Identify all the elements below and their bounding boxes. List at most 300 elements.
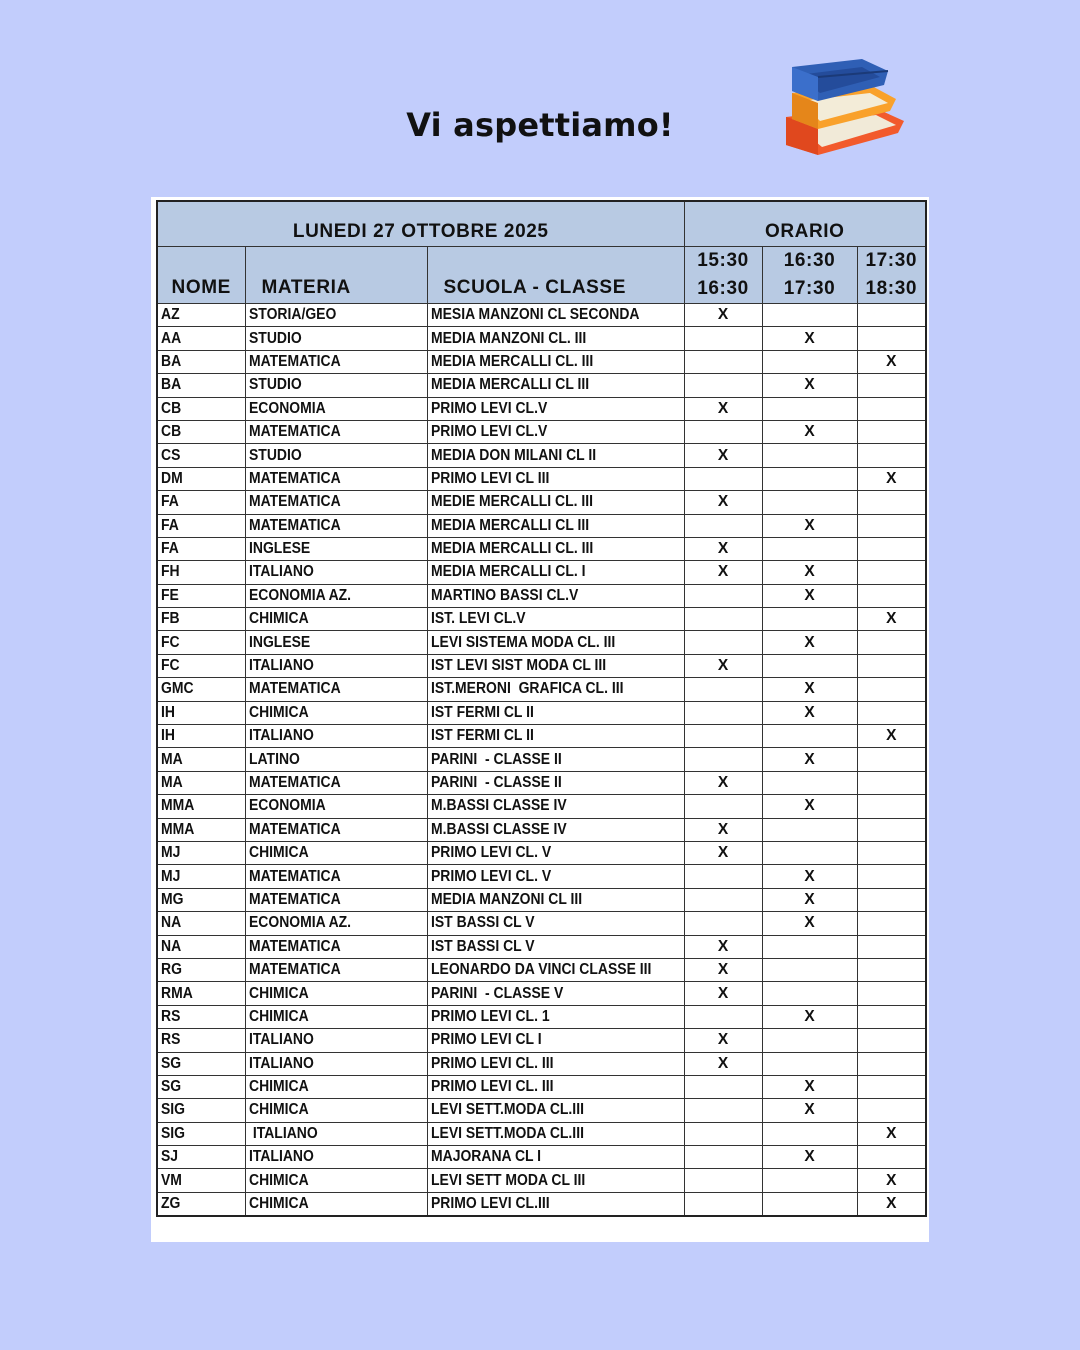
cell-materia bbox=[245, 444, 427, 467]
cell-nome bbox=[157, 1075, 245, 1098]
slot-2-mark: X bbox=[762, 514, 857, 537]
cell-scuola bbox=[427, 654, 684, 677]
cell-nome bbox=[157, 1169, 245, 1192]
slot-2-mark bbox=[762, 1052, 857, 1075]
cell-scuola-text: MAJORANA CL I bbox=[430, 1148, 541, 1166]
cell-nome bbox=[157, 467, 245, 490]
cell-nome-text: FE bbox=[161, 586, 179, 604]
cell-scuola-text: LEVI SISTEMA MODA CL. III bbox=[430, 633, 615, 651]
slot-1-end: 16:30 bbox=[684, 275, 762, 304]
cell-materia-text: CHIMICA bbox=[248, 1078, 309, 1096]
cell-nome bbox=[157, 304, 245, 327]
slot-3-mark: X bbox=[857, 725, 926, 748]
cell-scuola bbox=[427, 958, 684, 981]
cell-materia bbox=[245, 1052, 427, 1075]
cell-materia-text: MATEMATICA bbox=[248, 867, 341, 885]
cell-scuola-text: PRIMO LEVI CL. V bbox=[430, 867, 551, 885]
cell-nome-text: FA bbox=[161, 493, 179, 511]
cell-nome bbox=[157, 350, 245, 373]
table-row bbox=[157, 514, 926, 537]
cell-scuola bbox=[427, 725, 684, 748]
cell-nome-text: AA bbox=[161, 329, 182, 347]
cell-materia-text: MATEMATICA bbox=[248, 820, 341, 838]
cell-scuola bbox=[427, 1005, 684, 1028]
cell-nome bbox=[157, 584, 245, 607]
slot-3-start: 17:30 bbox=[857, 247, 926, 276]
slot-3-mark bbox=[857, 888, 926, 911]
slot-2-mark: X bbox=[762, 865, 857, 888]
slot-3-mark: X bbox=[857, 350, 926, 373]
orario-header: ORARIO bbox=[684, 201, 926, 247]
cell-nome-text: MJ bbox=[161, 844, 181, 862]
slot-3-mark bbox=[857, 1099, 926, 1122]
cell-materia bbox=[245, 304, 427, 327]
cell-nome bbox=[157, 958, 245, 981]
cell-materia-text: ECONOMIA AZ. bbox=[248, 914, 351, 932]
cell-materia bbox=[245, 771, 427, 794]
cell-materia-text: CHIMICA bbox=[248, 1171, 309, 1189]
cell-scuola bbox=[427, 444, 684, 467]
cell-scuola-text: MEDIE MERCALLI CL. III bbox=[430, 493, 593, 511]
cell-scuola-text: IST.MERONI GRAFICA CL. III bbox=[430, 680, 623, 698]
cell-materia bbox=[245, 467, 427, 490]
cell-nome bbox=[157, 865, 245, 888]
table-row bbox=[157, 841, 926, 864]
cell-scuola-text: PRIMO LEVI CL.V bbox=[430, 399, 547, 417]
table-row bbox=[157, 982, 926, 1005]
slot-1-mark bbox=[684, 467, 762, 490]
slot-1-mark bbox=[684, 748, 762, 771]
table-row bbox=[157, 1122, 926, 1145]
slot-3-mark bbox=[857, 514, 926, 537]
slot-3-mark bbox=[857, 818, 926, 841]
cell-nome bbox=[157, 795, 245, 818]
date-header: LUNEDI 27 OTTOBRE 2025 bbox=[157, 201, 684, 247]
cell-nome bbox=[157, 748, 245, 771]
slot-2-mark bbox=[762, 982, 857, 1005]
cell-nome bbox=[157, 1192, 245, 1216]
slot-1-mark: X bbox=[684, 1052, 762, 1075]
slot-3-mark bbox=[857, 958, 926, 981]
slot-3-mark bbox=[857, 1029, 926, 1052]
cell-scuola-text: LEVI SETT.MODA CL.III bbox=[430, 1124, 584, 1142]
cell-nome bbox=[157, 1052, 245, 1075]
cell-scuola bbox=[427, 912, 684, 935]
cell-materia bbox=[245, 420, 427, 443]
slot-2-mark: X bbox=[762, 1075, 857, 1098]
table-row bbox=[157, 888, 926, 911]
slot-2-mark: X bbox=[762, 795, 857, 818]
slot-3-mark bbox=[857, 327, 926, 350]
table-row bbox=[157, 631, 926, 654]
cell-nome bbox=[157, 420, 245, 443]
slot-2-mark bbox=[762, 818, 857, 841]
cell-materia-text: ITALIANO bbox=[248, 1054, 314, 1072]
cell-materia-text: STUDIO bbox=[248, 376, 302, 394]
cell-nome-text: MA bbox=[161, 750, 183, 768]
cell-nome bbox=[157, 1099, 245, 1122]
slot-3-mark bbox=[857, 397, 926, 420]
table-row bbox=[157, 491, 926, 514]
slot-3-mark bbox=[857, 537, 926, 560]
slot-1-mark bbox=[684, 701, 762, 724]
cell-materia bbox=[245, 1075, 427, 1098]
cell-scuola bbox=[427, 701, 684, 724]
page-title: Vi aspettiamo! bbox=[406, 106, 674, 144]
slot-3-mark bbox=[857, 841, 926, 864]
cell-nome-text: IH bbox=[161, 727, 175, 745]
cell-scuola-text: LEONARDO DA VINCI CLASSE III bbox=[430, 961, 651, 979]
slot-2-mark bbox=[762, 491, 857, 514]
cell-nome bbox=[157, 771, 245, 794]
table-row bbox=[157, 912, 926, 935]
cell-scuola bbox=[427, 748, 684, 771]
cell-materia bbox=[245, 1122, 427, 1145]
table-row bbox=[157, 467, 926, 490]
cell-materia-text: ITALIANO bbox=[248, 563, 314, 581]
cell-nome-text: FC bbox=[161, 657, 180, 675]
slot-1-mark: X bbox=[684, 397, 762, 420]
table-row bbox=[157, 818, 926, 841]
table-row bbox=[157, 304, 926, 327]
cell-nome bbox=[157, 912, 245, 935]
slot-1-mark bbox=[684, 912, 762, 935]
slot-2-mark: X bbox=[762, 327, 857, 350]
slot-1-mark: X bbox=[684, 958, 762, 981]
schedule-sheet bbox=[151, 197, 929, 1242]
cell-scuola bbox=[427, 1169, 684, 1192]
cell-scuola-text: IST BASSI CL V bbox=[430, 914, 535, 932]
slot-1-mark: X bbox=[684, 1029, 762, 1052]
slot-3-mark bbox=[857, 982, 926, 1005]
cell-materia bbox=[245, 841, 427, 864]
cell-scuola-text: MEDIA MERCALLI CL. III bbox=[430, 540, 593, 558]
slot-1-mark bbox=[684, 1192, 762, 1216]
slot-2-mark bbox=[762, 608, 857, 631]
table-row bbox=[157, 1146, 926, 1169]
slot-2-mark bbox=[762, 654, 857, 677]
cell-nome-text: NA bbox=[161, 914, 182, 932]
slot-3-mark: X bbox=[857, 1169, 926, 1192]
cell-materia bbox=[245, 654, 427, 677]
cell-nome bbox=[157, 888, 245, 911]
table-row bbox=[157, 608, 926, 631]
slot-1-mark bbox=[684, 514, 762, 537]
slot-3-mark bbox=[857, 374, 926, 397]
slot-2-mark bbox=[762, 771, 857, 794]
cell-materia bbox=[245, 561, 427, 584]
cell-scuola bbox=[427, 327, 684, 350]
cell-scuola-text: LEVI SETT.MODA CL.III bbox=[430, 1101, 584, 1119]
cell-materia bbox=[245, 514, 427, 537]
cell-materia bbox=[245, 795, 427, 818]
cell-nome bbox=[157, 631, 245, 654]
cell-nome bbox=[157, 561, 245, 584]
table-row bbox=[157, 1052, 926, 1075]
slot-1-mark bbox=[684, 631, 762, 654]
slot-2-end: 17:30 bbox=[762, 275, 857, 304]
cell-scuola bbox=[427, 491, 684, 514]
slot-1-mark bbox=[684, 1169, 762, 1192]
slot-1-mark bbox=[684, 420, 762, 443]
cell-nome-text: BA bbox=[161, 352, 182, 370]
table-row bbox=[157, 865, 926, 888]
slot-2-mark: X bbox=[762, 912, 857, 935]
cell-scuola-text: PARINI - CLASSE V bbox=[430, 984, 563, 1002]
cell-materia bbox=[245, 678, 427, 701]
slot-3-mark: X bbox=[857, 1122, 926, 1145]
slot-2-mark: X bbox=[762, 748, 857, 771]
cell-materia bbox=[245, 958, 427, 981]
slot-3-mark bbox=[857, 771, 926, 794]
table-row bbox=[157, 1099, 926, 1122]
slot-2-mark bbox=[762, 1029, 857, 1052]
cell-scuola-text: MESIA MANZONI CL SECONDA bbox=[430, 306, 639, 324]
cell-materia bbox=[245, 865, 427, 888]
cell-scuola bbox=[427, 982, 684, 1005]
cell-scuola bbox=[427, 818, 684, 841]
cell-nome bbox=[157, 841, 245, 864]
slot-1-mark bbox=[684, 1122, 762, 1145]
cell-scuola bbox=[427, 631, 684, 654]
cell-scuola bbox=[427, 1029, 684, 1052]
cell-materia bbox=[245, 608, 427, 631]
cell-nome-text: RS bbox=[161, 1007, 181, 1025]
slot-1-mark bbox=[684, 1005, 762, 1028]
cell-materia bbox=[245, 1029, 427, 1052]
cell-materia bbox=[245, 350, 427, 373]
cell-materia-text: CHIMICA bbox=[248, 984, 309, 1002]
cell-materia bbox=[245, 982, 427, 1005]
cell-nome-text: MMA bbox=[161, 820, 195, 838]
cell-scuola-text: MEDIA DON MILANI CL II bbox=[430, 446, 596, 464]
table-row bbox=[157, 678, 926, 701]
cell-nome-text: SG bbox=[161, 1054, 182, 1072]
cell-materia bbox=[245, 725, 427, 748]
slot-2-mark: X bbox=[762, 1146, 857, 1169]
cell-scuola bbox=[427, 374, 684, 397]
cell-nome-text: FB bbox=[161, 610, 180, 628]
slot-1-mark bbox=[684, 327, 762, 350]
cell-materia bbox=[245, 888, 427, 911]
cell-materia bbox=[245, 1169, 427, 1192]
cell-scuola-text: IST FERMI CL II bbox=[430, 727, 534, 745]
cell-scuola-text: M.BASSI CLASSE IV bbox=[430, 797, 567, 815]
table-row bbox=[157, 795, 926, 818]
cell-materia-text: ITALIANO bbox=[248, 1148, 314, 1166]
cell-scuola bbox=[427, 935, 684, 958]
cell-scuola-text: PRIMO LEVI CL I bbox=[430, 1031, 542, 1049]
cell-nome-text: NA bbox=[161, 937, 182, 955]
col-header-nome: NOME bbox=[157, 247, 245, 304]
cell-scuola-text: PRIMO LEVI CL.III bbox=[430, 1195, 550, 1213]
cell-scuola-text: IST BASSI CL V bbox=[430, 937, 535, 955]
cell-scuola-text: PRIMO LEVI CL. III bbox=[430, 1054, 553, 1072]
cell-materia-text: ECONOMIA bbox=[248, 399, 326, 417]
cell-materia-text: ECONOMIA AZ. bbox=[248, 586, 351, 604]
slot-3-mark bbox=[857, 631, 926, 654]
slot-3-mark bbox=[857, 561, 926, 584]
slot-3-mark bbox=[857, 584, 926, 607]
cell-scuola-text: PARINI - CLASSE II bbox=[430, 774, 562, 791]
slot-3-mark bbox=[857, 491, 926, 514]
slot-1-mark bbox=[684, 584, 762, 607]
cell-materia-text: CHIMICA bbox=[248, 703, 309, 721]
cell-scuola bbox=[427, 865, 684, 888]
cell-nome bbox=[157, 1146, 245, 1169]
cell-scuola-text: IST FERMI CL II bbox=[430, 703, 534, 721]
table-row bbox=[157, 350, 926, 373]
cell-materia-text: MATEMATICA bbox=[248, 774, 341, 791]
slot-1-mark: X bbox=[684, 771, 762, 794]
slot-1-mark: X bbox=[684, 982, 762, 1005]
cell-nome bbox=[157, 491, 245, 514]
slot-2-mark bbox=[762, 467, 857, 490]
slot-3-mark bbox=[857, 678, 926, 701]
cell-materia bbox=[245, 1146, 427, 1169]
cell-scuola bbox=[427, 841, 684, 864]
cell-materia-text: MATEMATICA bbox=[248, 680, 341, 698]
cell-materia-text: CHIMICA bbox=[248, 610, 309, 628]
cell-materia-text: CHIMICA bbox=[248, 1195, 309, 1213]
slot-3-mark bbox=[857, 304, 926, 327]
cell-scuola bbox=[427, 420, 684, 443]
cell-materia bbox=[245, 374, 427, 397]
cell-materia-text: ITALIANO bbox=[248, 727, 314, 745]
cell-materia bbox=[245, 748, 427, 771]
cell-nome-text: CB bbox=[161, 423, 182, 441]
cell-materia-text: INGLESE bbox=[248, 540, 310, 558]
cell-nome bbox=[157, 397, 245, 420]
cell-nome bbox=[157, 444, 245, 467]
slot-1-mark bbox=[684, 725, 762, 748]
cell-nome bbox=[157, 654, 245, 677]
slot-3-mark bbox=[857, 701, 926, 724]
table-row bbox=[157, 1192, 926, 1216]
cell-materia bbox=[245, 631, 427, 654]
cell-nome bbox=[157, 701, 245, 724]
cell-nome-text: RS bbox=[161, 1031, 181, 1049]
books-icon bbox=[778, 55, 908, 160]
col-header-materia: MATERIA bbox=[245, 247, 427, 304]
cell-scuola bbox=[427, 1146, 684, 1169]
table-row bbox=[157, 1075, 926, 1098]
cell-nome-text: CS bbox=[161, 446, 181, 464]
cell-nome bbox=[157, 327, 245, 350]
table-row bbox=[157, 1169, 926, 1192]
cell-scuola-text: MARTINO BASSI CL.V bbox=[430, 586, 578, 604]
cell-nome bbox=[157, 678, 245, 701]
cell-materia bbox=[245, 491, 427, 514]
cell-scuola-text: MEDIA MERCALLI CL III bbox=[430, 376, 589, 394]
slot-2-mark bbox=[762, 841, 857, 864]
cell-materia-text: MATEMATICA bbox=[248, 937, 341, 955]
cell-nome-text: GMC bbox=[161, 680, 194, 698]
slot-1-mark: X bbox=[684, 935, 762, 958]
slot-1-mark: X bbox=[684, 654, 762, 677]
slot-1-mark bbox=[684, 795, 762, 818]
cell-scuola bbox=[427, 1052, 684, 1075]
table-row bbox=[157, 958, 926, 981]
cell-scuola-text: PRIMO LEVI CL III bbox=[430, 469, 549, 487]
table-row bbox=[157, 561, 926, 584]
slot-3-mark bbox=[857, 865, 926, 888]
slot-2-mark: X bbox=[762, 631, 857, 654]
cell-nome-text: FA bbox=[161, 516, 179, 534]
cell-nome-text: MMA bbox=[161, 797, 195, 815]
slot-1-mark bbox=[684, 1075, 762, 1098]
cell-nome bbox=[157, 935, 245, 958]
cell-nome-text: SIG bbox=[161, 1124, 186, 1142]
slot-2-mark bbox=[762, 444, 857, 467]
slot-2-mark: X bbox=[762, 561, 857, 584]
cell-materia bbox=[245, 397, 427, 420]
cell-materia-text: MATEMATICA bbox=[248, 890, 341, 908]
table-row bbox=[157, 374, 926, 397]
cell-scuola-text: PRIMO LEVI CL. 1 bbox=[430, 1007, 550, 1025]
table-row bbox=[157, 397, 926, 420]
slot-1-mark: X bbox=[684, 491, 762, 514]
table-row bbox=[157, 771, 926, 794]
cell-nome-text: SIG bbox=[161, 1101, 186, 1119]
cell-nome bbox=[157, 1122, 245, 1145]
cell-scuola-text: MEDIA MANZONI CL III bbox=[430, 890, 582, 908]
cell-materia-text: STUDIO bbox=[248, 329, 302, 347]
slot-2-mark: X bbox=[762, 374, 857, 397]
cell-nome-text: DM bbox=[161, 469, 183, 487]
cell-materia-text: ITALIANO bbox=[248, 657, 314, 675]
cell-materia-text: ITALIANO bbox=[248, 1031, 314, 1049]
cell-materia-text: CHIMICA bbox=[248, 1101, 309, 1119]
slot-2-mark: X bbox=[762, 420, 857, 443]
slot-1-mark bbox=[684, 678, 762, 701]
cell-materia bbox=[245, 1099, 427, 1122]
slot-2-mark bbox=[762, 935, 857, 958]
cell-nome-text: BA bbox=[161, 376, 182, 394]
table-row bbox=[157, 654, 926, 677]
cell-scuola-text: MEDIA MERCALLI CL. III bbox=[430, 352, 593, 370]
slot-2-mark bbox=[762, 958, 857, 981]
slot-2-mark bbox=[762, 1192, 857, 1216]
table-row bbox=[157, 420, 926, 443]
slot-1-mark bbox=[684, 374, 762, 397]
cell-nome-text: MJ bbox=[161, 867, 181, 885]
slot-2-mark bbox=[762, 304, 857, 327]
cell-materia bbox=[245, 1005, 427, 1028]
slot-2-start: 16:30 bbox=[762, 247, 857, 276]
table-row bbox=[157, 725, 926, 748]
slot-2-mark bbox=[762, 537, 857, 560]
cell-materia bbox=[245, 537, 427, 560]
cell-nome bbox=[157, 1029, 245, 1052]
cell-materia-text: STUDIO bbox=[248, 446, 302, 464]
cell-scuola bbox=[427, 467, 684, 490]
cell-scuola bbox=[427, 1099, 684, 1122]
cell-materia-text: ECONOMIA bbox=[248, 797, 326, 815]
slot-3-mark bbox=[857, 912, 926, 935]
cell-scuola bbox=[427, 561, 684, 584]
cell-materia-text: CHIMICA bbox=[248, 844, 309, 862]
cell-scuola bbox=[427, 888, 684, 911]
slot-3-mark bbox=[857, 935, 926, 958]
cell-materia-text: INGLESE bbox=[248, 633, 310, 651]
slot-3-mark: X bbox=[857, 1192, 926, 1216]
table-row bbox=[157, 701, 926, 724]
col-header-scuola: SCUOLA - CLASSE bbox=[427, 247, 684, 304]
cell-nome-text: AZ bbox=[161, 306, 180, 324]
cell-materia-text: MATEMATICA bbox=[248, 352, 341, 370]
cell-nome-text: MG bbox=[161, 890, 184, 908]
